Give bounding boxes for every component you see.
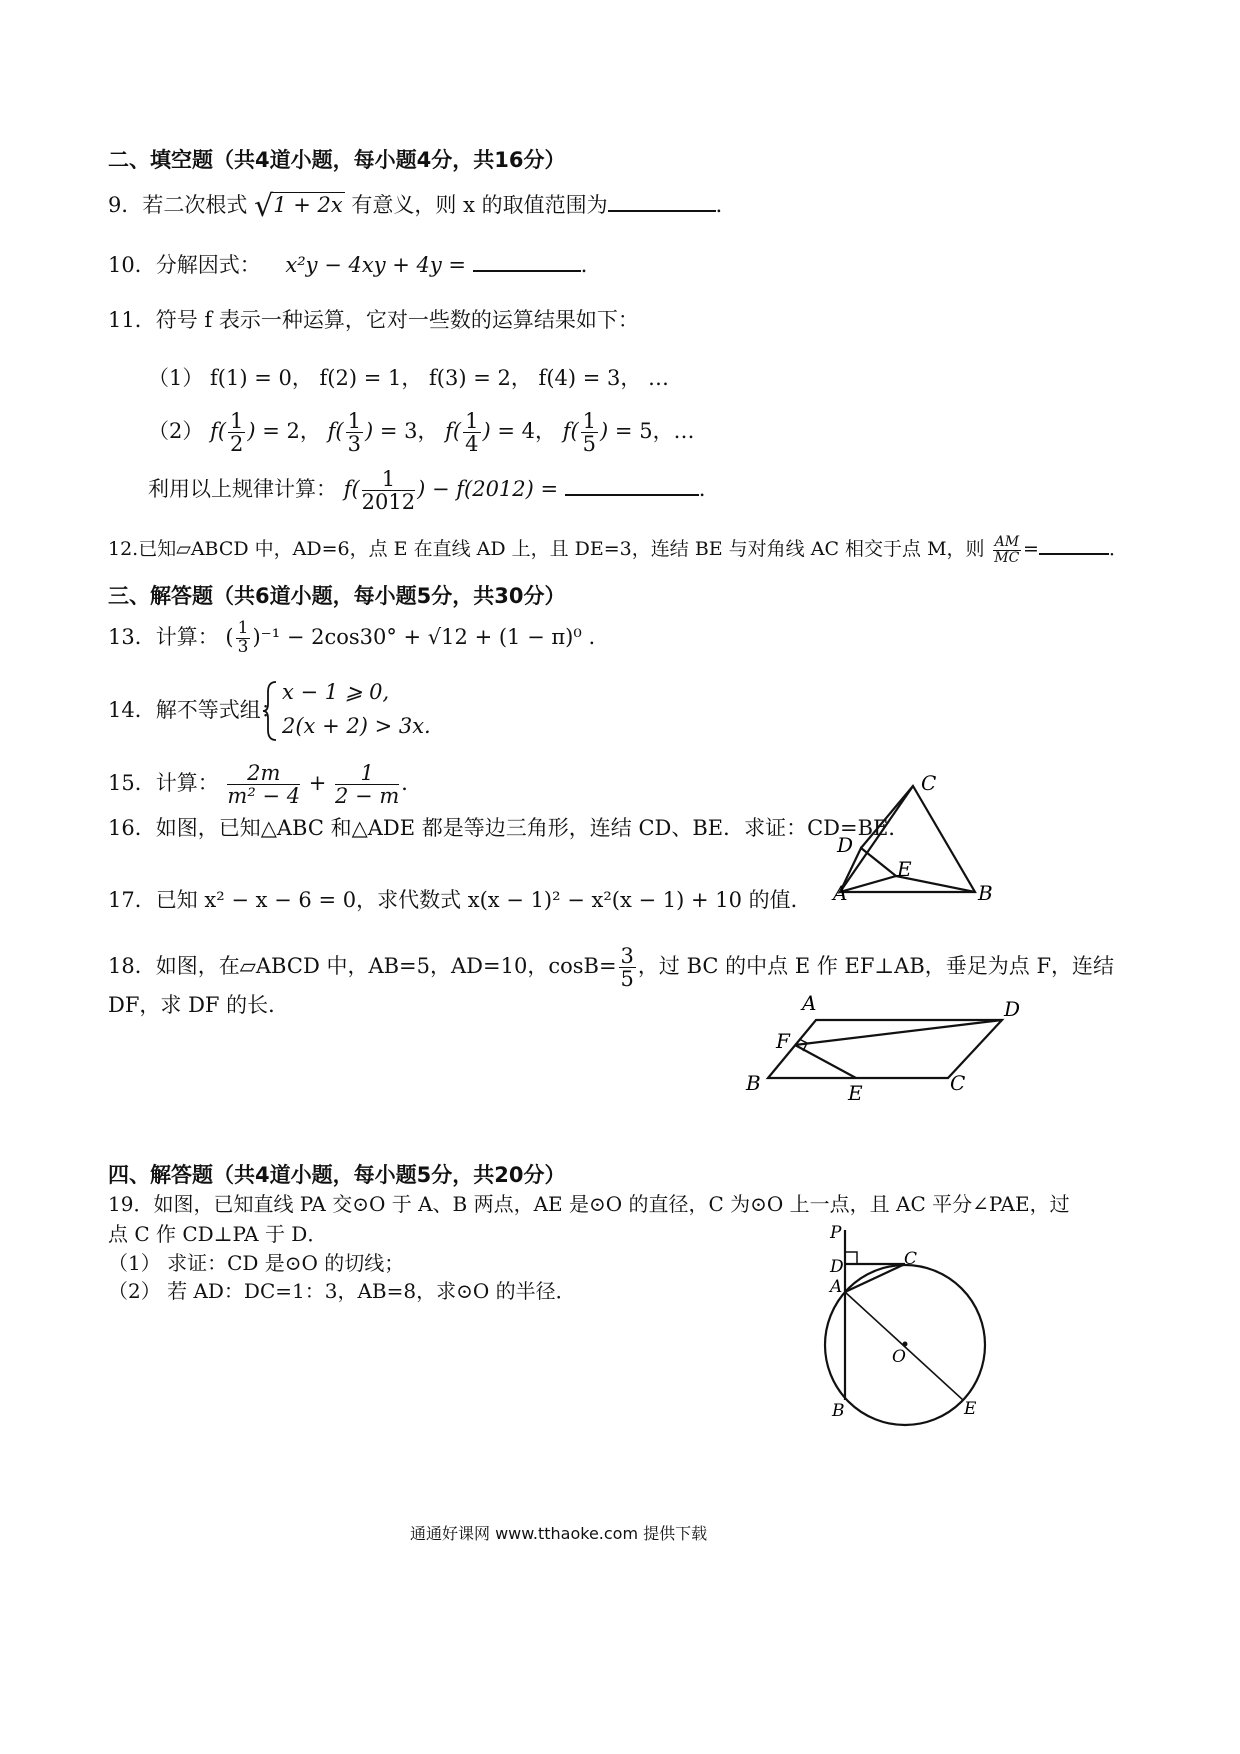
q11-line1: （1） f(1) = 0， f(2) = 1， f(3) = 2， f(4) = 3， …	[148, 366, 670, 390]
q15-frac1-den: m² − 4	[227, 784, 301, 809]
q16-label-c: C	[921, 771, 937, 795]
q17-number: 17．	[108, 888, 156, 912]
q19-circle-figure	[820, 1222, 1020, 1442]
q18-parallelogram-figure	[740, 990, 1030, 1102]
q18-label-d: D	[1004, 997, 1021, 1021]
question-9: 9．若二次根式 √1 + 2x 有意义，则 x 的取值范围为 ．	[108, 189, 737, 224]
q18-line2: DF，求 DF 的长．	[108, 993, 290, 1017]
q17-text: 已知 x² − x − 6 = 0，求代数式 x(x − 1)² − x²(x − 1) + 10 的值．	[155, 888, 812, 912]
question-12: 12.已知▱ABCD 中，AD=6，点 E 在直线 AD 上，且 DE=3，连结 BE 与对角线 AC 相交于点 M，则 $\frac{AM}{MC}$ = ．	[108, 534, 1128, 566]
q9-answer-blank[interactable]	[608, 192, 716, 212]
q13-number: 13．	[108, 624, 156, 649]
q10-expression: x²y − 4xy + 4y =	[285, 253, 467, 277]
q11-val-1: 2	[286, 419, 300, 444]
section-fill-blank-title: 二、填空题（共4道小题，每小题4分，共16分）	[108, 148, 566, 172]
q19-label-c: C	[904, 1249, 918, 1269]
q11-line3-suffix: ) − f(2012) =	[417, 477, 559, 502]
q10-answer-blank[interactable]	[473, 252, 581, 272]
q16-label-b: B	[978, 881, 993, 905]
q11-line2: （2） f( $\frac{1}{2}$ ) = 2， f( $\frac{1}{3}$ ) = 3， f( $\frac{1}{4}$ ) = 4， f( $\frac{1}{5}$ ) = 5，…	[148, 409, 695, 457]
q9-radicand: 1 + 2x	[273, 193, 343, 217]
question-18	[108, 945, 1114, 990]
q9-suffix: 有意义，则 x 的取值范围为	[351, 193, 608, 217]
q16-triangles-figure	[820, 768, 1020, 908]
q9-prefix: 若二次根式	[142, 193, 248, 217]
q15-frac2-den: 2 − m	[335, 784, 400, 809]
q19-label-e: E	[964, 1399, 977, 1419]
q18-label-c: C	[950, 1071, 966, 1095]
q11-frac-den-4: 5	[582, 432, 597, 457]
q12-text: 已知▱ABCD 中，AD=6，点 E 在直线 AD 上，且 DE=3，连结 BE 与对角线 AC 相交于点 M，则	[138, 538, 985, 561]
q11-frac-den-3: 4	[465, 432, 479, 457]
section-solve-2-title: 四、解答题（共4道小题，每小题5分，共20分）	[108, 1163, 566, 1187]
q10-prefix: 分解因式：	[155, 253, 261, 277]
q12-answer-blank[interactable]	[1039, 535, 1109, 555]
q10-number: 10．	[108, 253, 156, 277]
q14-number: 14．	[108, 698, 156, 722]
q9-number: 9．	[108, 193, 143, 217]
q19-label-a: A	[830, 1277, 843, 1297]
q16-number: 16．	[108, 816, 156, 840]
q11-text: 符号 f 表示一种运算，它对一些数的运算结果如下：	[155, 308, 639, 332]
page-footer: 通通好课网 www.tthaoke.com 提供下载	[410, 1524, 708, 1543]
q16-label-d: D	[837, 833, 854, 857]
q19-sub2: （2） 若 AD：DC=1：3，AB=8，求⊙O 的半径．	[108, 1279, 576, 1303]
q16-label-a: A	[833, 881, 848, 905]
q18-prefix: 如图，在▱ABCD 中，AB=5，AD=10，cosB=	[155, 954, 617, 979]
q18-frac-num: 3	[620, 944, 634, 968]
q19-label-d: D	[830, 1257, 844, 1277]
q11-val-3: 4	[521, 419, 536, 444]
q15-frac1-num: 2m	[227, 762, 300, 785]
q11-line2-label: （2）	[148, 419, 204, 444]
q11-answer-blank[interactable]	[565, 476, 699, 496]
question-13: 13．计算： ( $\frac{1}{3}$ )⁻¹ − 2cos30° + √12 + (1 − π)⁰ .	[108, 618, 596, 657]
question-10: 10．分解因式： x²y − 4xy + 4y = ．	[108, 253, 602, 277]
q18-label-b: B	[746, 1071, 761, 1095]
q15-number: 15．	[108, 771, 156, 796]
q12-equals: =	[1023, 538, 1039, 561]
q14-brace	[262, 680, 280, 746]
q11-number: 11．	[108, 308, 156, 332]
q11-line3-den: 2012	[361, 490, 416, 515]
q18-label-a: A	[802, 991, 817, 1015]
q15-prefix: 计算：	[155, 771, 219, 796]
question-19	[108, 1194, 1070, 1214]
q14-brace-icon	[262, 680, 280, 742]
q13-expression: ⁻¹ − 2cos30° + √12 + (1 − π)⁰ .	[260, 624, 596, 649]
q19-label-o: O	[892, 1347, 906, 1367]
q11-line3: 利用以上规律计算： f( $\frac{1}{2012}$ ) − f(2012) = ．	[148, 467, 720, 515]
question-17	[108, 890, 812, 911]
q18-suffix: ，过 BC 的中点 E 作 EF⊥AB，垂足为点 F，连结	[637, 954, 1115, 979]
q19-line1: 如图，已知直线 PA 交⊙O 于 A、B 两点，AE 是⊙O 的直径，C 为⊙O 上一点，且 AC 平分∠PAE，过	[153, 1192, 1070, 1216]
q12-number: 12.	[108, 538, 139, 561]
q19-label-b: B	[832, 1401, 845, 1421]
q19-label-p: P	[830, 1223, 842, 1243]
q15-frac2-num: 1	[335, 762, 399, 785]
q18-label-e: E	[848, 1081, 863, 1102]
q12-frac-num: AM	[994, 534, 1020, 550]
q11-frac-den-2: 3	[347, 432, 361, 457]
q11-line3-prefix: 利用以上规律计算：	[148, 477, 337, 502]
q11-val-2: 3	[404, 419, 418, 444]
q14-inequality-1: x − 1 ⩾ 0,	[282, 680, 390, 704]
question-14	[108, 700, 282, 721]
q14-prefix: 解不等式组：	[155, 698, 282, 722]
question-11	[108, 310, 639, 331]
question-16	[108, 818, 909, 839]
q18-number: 18．	[108, 954, 156, 979]
question-15: 15．计算： $\frac{2m}{\text{m² − 4}}$ + $\frac{1}{2 - m}$ ．	[108, 761, 423, 809]
section-solve-1-title: 三、解答题（共6道小题，每小题5分，共30分）	[108, 584, 566, 608]
q19-number: 19．	[108, 1192, 154, 1216]
q19-line2: 点 C 作 CD⊥PA 于 D．	[108, 1222, 328, 1246]
q18-label-f: F	[776, 1029, 790, 1053]
q18-frac-den: 5	[620, 967, 634, 992]
q13-prefix: 计算：	[155, 624, 219, 649]
q11-val-4: 5	[639, 419, 653, 444]
q11-frac-den-1: 2	[230, 432, 244, 457]
q16-text: 如图，已知△ABC 和△ADE 都是等边三角形，连结 CD、BE．求证：CD=BE．	[155, 816, 910, 840]
q19-sub1: （1） 求证：CD 是⊙O 的切线；	[108, 1251, 405, 1275]
q19-center-dot	[903, 1342, 908, 1347]
q14-inequality-2: 2(x + 2) > 3x.	[282, 714, 431, 738]
q16-label-e: E	[897, 857, 912, 881]
q12-frac-den: MC	[994, 549, 1020, 566]
